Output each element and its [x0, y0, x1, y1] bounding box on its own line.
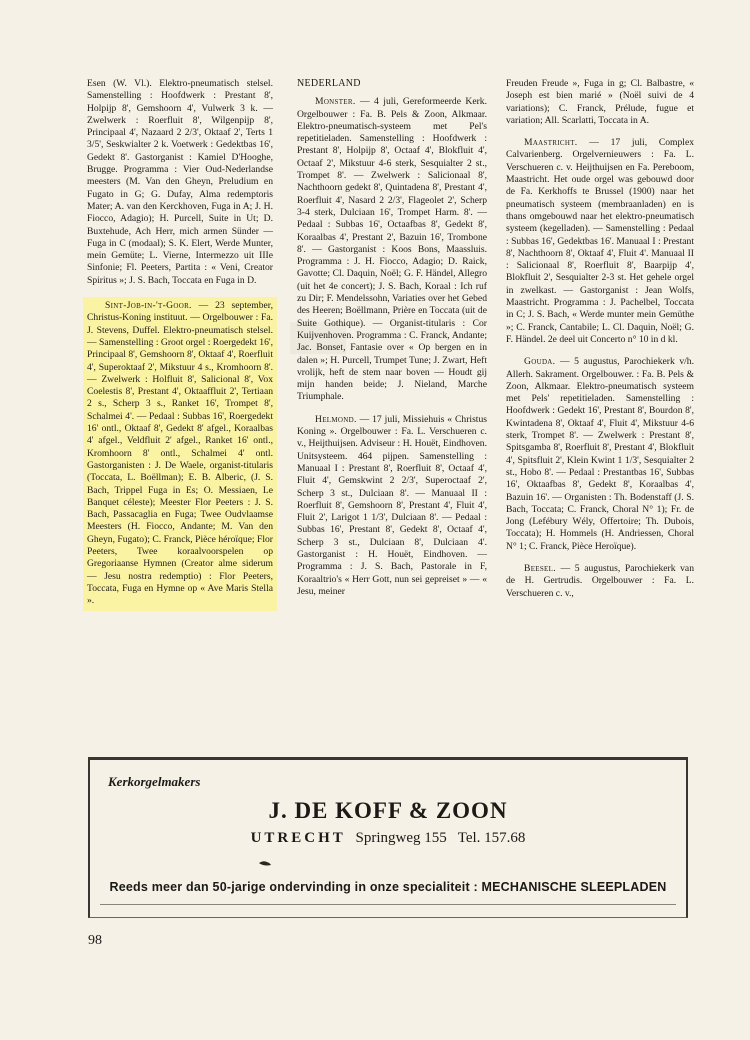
place-name: Maastricht. — [524, 137, 578, 149]
ad-phone: Tel. 157.68 — [457, 830, 526, 846]
text-column-3 — [506, 78, 694, 600]
report-text: — 5 augustus, Parochiekerk van de H. Gertrudis. Orgelbouwer : Fa. L. Verschueren c. v., — [506, 562, 694, 599]
report-text: — 17 juli, Missiehuis « Christus Koning ». Orgelbouwer : Fa. L. Verschueren c. v., Heijthuijsen. Adviseur : H. Houët, Eindhoven. Unitsysteem. 464 pijpen. Samenstelling : Manuaal I : Prestant 8', Roerfluit 8', Octaaf 4', Fluit 4', Gemskwint 2 2/3', Superoctaaf 2', Scherp 3 st., Dulciaan 8'. — Manuaal II : Roerfluit 8', Gemshoorn 8', Prestant 4', Fluit 4', Fluit 2', Larigot 1 1/3', Dulciaan 8'. — Pedaal : Subbas 16', Prestant 8', Gedekt 8', Octaaf 4', Scherp 3 st., Dulciaan 8', Dulciaan 4'. Gastorganist : H. Houët, Eindhoven. — Programma : J. S. Bach, Pastorale in F, Koraaltrio's « Herr Gott, nun sei gepreiset » — « Jesu, meiner — [297, 413, 487, 597]
ad-slogan: Reeds meer dan 50-jarige ondervinding in onze specialiteit : MECHANISCHE SLEEPLADEN — [109, 880, 667, 894]
ad-company-name: J. DE KOFF & ZOON — [268, 798, 508, 823]
place-name: Beesel. — [524, 562, 556, 574]
report-text: — 5 augustus, Parochiekerk v/h. Allerh. Sakrament. Orgelbouwer. : Fa. B. Pels & Zoon, Alkmaar. Elektro-pneumatisch systeem met Pels' repetitieladen. Samenstelling : Hoofdwerk : Gedekt 16', Prestant 8', Bourdon 8', Kwintadena 8', Oktaaf 4', Fluit 4', Mikstuur 4-6 sterk, Trompet 8'. — Zwelwerk : Prestant 8', Spitsgamba 8', Roerfluit 8', Prestant 4', Blokfluit 4', Spitsfluit 2', Klein Kwint 1 1/3', Sesquialter 2 st., Hobo 8'. — Pedaal : Prestantbas 16', Subbas 16', Oktaafbas 8', Gedekt 8', Koraalbas 4', Bazuin 16'. — Organisten : Th. Bodenstaff (J. S. Bach, Toccata; C. Franck, Choral N° 1); Fr. de Jong (Lefébury Wély, Offertoire; Th. Dubois, Toccata); H. Hommels (H. Andriessen, Choral N° 1; C. Franck, Pièce Heroïque). — [506, 356, 694, 552]
place-name: Helmond. — [315, 413, 357, 425]
ad-tagline: Kerkorgelmakers — [108, 774, 201, 789]
text-column-1 — [87, 78, 273, 611]
place-name: Sint-Job-in-'t-Goor. — [105, 300, 192, 312]
highlighted-section — [83, 297, 277, 611]
gouda-report — [506, 356, 694, 553]
ad-divider — [100, 904, 676, 905]
esen-report: Esen (W. Vl.). Elektro-pneumatisch stelsel. Samenstelling : Hoofdwerk : Prestant 8', Holpijp 8', Gemshoorn 4', Vulwerk 3 k. — Zwelwerk : Roerfluit 8', Wilgenpijp 8', Principaal 4', Nazaard 2 2/3', Oktaaf 2', Terts 1 3/5', Seskwialter 2 k. Voetwerk : Gedektbas 16', Gedekt 8'. Gastorganist : Kamiel D'Hooghe, Brugge. Programma : Vier Oud-Nederlandse meesters (M. Van den Gheyn, Preludium en Fugato in G; G. Dufay, Alma redemptoris Mater; A. van den Kerckhoven, Fuga in A; J. H. Fiocco, Adagio); H. Purcell, Suite in Ut; D. Buxtehude, Ach Herr, mich armen Sünder — Fuga in C (modaal); S. K. Elert, Werde Munter, mein Gemüte; L. Vierne, Intermezzo uit IIIe Sinfonie; Fl. Peeters, Partita : « Veni, Creator Spiritus »; J. S. Bach, Toccata en Fuga in D. — [87, 78, 273, 286]
beesel-report — [506, 563, 694, 600]
text-column-2 — [297, 78, 487, 598]
ad-address-line — [90, 830, 686, 847]
report-text: — 23 september, Christus-Koning instituut. — Orgelbouwer : Fa. J. Stevens, Duffel. Elektro-pneumatisch stelsel. — Samenstelling : Groot orgel : Roergedekt 16', Principaal 8', Gemshoorn 8', Oktaaf 4', Roerfluit 4', Superoktaaf 2', Mikstuur 4 s., Kromhoorn 8'. — Zwelwerk : Holfluit 8', Salicional 8', Vox Coelestis 8', Prestant 4', Oktaaffluit 2', Tertiaan 2 s., Scherp 3 s., Ranket 16', Trompet 8', Schalmei 4'. — Pedaal : Subbas 16', Roergedekt 16' ontl., Oktaaf 8', Gedekt 8' afgel., Koraalbas 4' afgel., Veldfluit 2' afgel., Ranket 16' ontl., Kromhoorn 8' ontl., Schalmei 4' ontl. Gastorganisten : J. De Waele, organist-titularis (Toccata, L. Boëllman); E. B. Alberic, (J. S. Bach, Trippel Fuga in Es; O. Messiaen, Le Banquet céleste); Meester Flor Peeters : J. S. Bach, Passacaglia en Fuga; Twee Oudvlaamse Meesters (H. Fiocco, Andante; M. Van den Gheyn, Fugato); C. Franck, Pièce héroïque; Flor Peeters, Twee koraalvoorspelen op Gregoriaanse Hymnen (Creator alme siderum — Jesu nostra redemptio) : Flor Peeters, Toccata, Fuga en Hymne op « Ave Maris Stella ». — [87, 300, 273, 607]
report-text: — 4 juli, Gereformeerde Kerk. Orgelbouwer : Fa. B. Pels & Zoon, Alkmaar. Elektro-pneumatisch-systeem met Pel's repetitieladen. Samenstelling : Hoofdwerk : Prestant 8', Holpijp 8', Octaaf 4', Blokfluit 4', Octaaf 2', Mikstuur 4-6 sterk, Sesquialter 2 st., Trompet 8'. — Zwelwerk : Salicionaal 8', Nachthoorn gedekt 8', Quintadena 8', Prestant 4', Roerfluit 4', Nasard 2 2/3', Flageolet 2', Scherp 3-4 sterk, Dulciaan 16', Trompet Harm. 8'. — Pedaal : Subbas 16', Octaafbas 8', Gedekt 8', Koraalbas 4', Prestant 2', Bazuin 16', Trombone 8'. — Gastorganist : Koos Bons, Maassluis. Programma : J. H. Fiocco, Adagio; D. Raick, Gavotte; Cl. Daquin, Noël; G. F. Händel, Allegro (uit het 4e concert); J. S. Bach, Koraal : Ich ruf zu Dir; F. Mendelssohn, Variaties over het Gebed des Heeren; Boëllmann, Prière en Toccata (uit de Suite Gothique). — Organist-titularis : Cor Kuijvenhoven. Programma : C. Franck, Andante; Jac. Bonset, Fantasie over « Op bergen en in dalen »; H. Purcell, Trumpet Tune; J. Zwart, Heft vrolijk, heft de stem naar boven — Houdt gij mijn handen beide; J. Nieland, Marche Triumphale. — [297, 96, 487, 403]
ad-city: UTRECHT — [250, 830, 346, 846]
report-text: — 17 juli, Complex Calvarienberg. Orgelvernieuwers : Fa. L. Verschueren c. v. Heijthuijsen en Fa. Pereboom, Maastricht. Het oude orgel was gebouwd door de Fa. Kerkhoffs te Brussel (1900) naar het pneumatisch systeem (membraanladen) en is thans omgebouwd naar het elektro-pneumatisch systeem (kegelladen). — Samenstelling : Pedaal : Subbas 16', Gedektbas 16'. Manuaal I : Prestant 8', Nachthoorn 8', Oktaaf 4', Fluit 4'. Manuaal II : Salicionaal 8', Roerfluit 8', Baarpijp 4', Blokfluit 2', Sesquialter 2-3 st. Het gehele orgel in zwelkast. — Gastorganist : Jean Wolfs, Maastricht. Programma : J. Pachelbel, Toccata in C; J. S. Bach, « Werde munter mein Gemüthe »; C. Franck, Cantabile; L. Cl. Daquin, Noël; G. F. Händel. 2e deel uit Concerto n° 10 in d kl. — [506, 137, 694, 345]
section-heading: NEDERLAND — [297, 78, 361, 89]
continued-text: Freuden Freude », Fuga in g; Cl. Balbastre, « Joseph est bien marié » (Noël suivi de 4 variations); C. Franck, Prélude, fugue et variation; All. Scarlatti, Toccata in A. — [506, 78, 694, 126]
ornament-icon — [259, 860, 271, 866]
monster-report — [297, 96, 487, 403]
helmond-report — [297, 414, 487, 598]
ad-street: Springweg 155 — [355, 830, 447, 846]
place-name: Gouda. — [524, 356, 556, 368]
sint-job-report — [87, 300, 273, 607]
page-number: 98 — [88, 933, 102, 948]
maastricht-report — [506, 137, 694, 346]
place-name: Monster. — [315, 96, 356, 108]
advertisement-box — [88, 757, 688, 918]
